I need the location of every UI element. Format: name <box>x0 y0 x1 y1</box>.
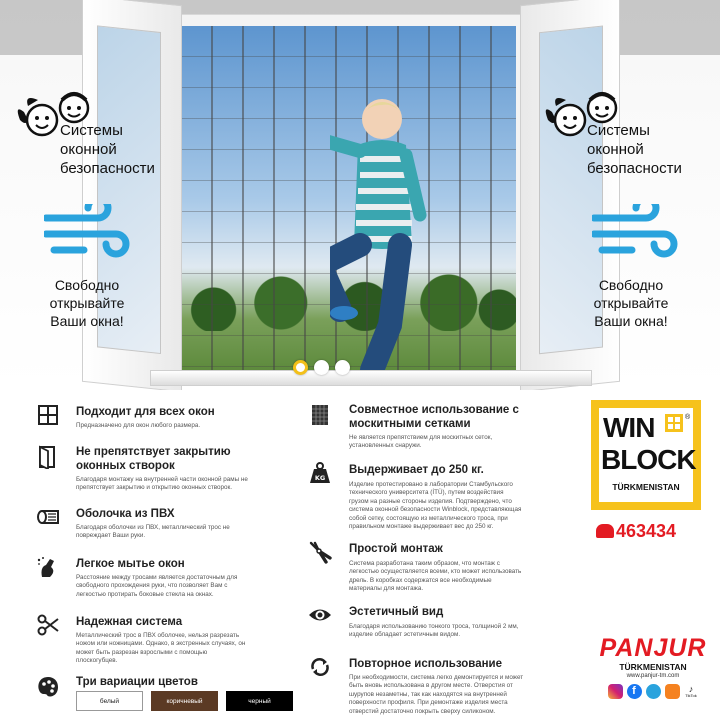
door-icon <box>36 445 60 469</box>
feature-title: Оболочка из ПВХ <box>76 508 175 520</box>
telegram-icon[interactable] <box>646 684 661 699</box>
feature-text: Благодаря оболочки из ПВХ, металлический трос не повреждает Ваши руки. <box>76 524 230 540</box>
color-swatch-brown[interactable]: коричневый <box>151 691 218 711</box>
feature-text: Предназначено для окон любого размера. <box>76 422 201 429</box>
window-icon <box>36 403 60 427</box>
feature-title: Совместное использование с москитными сетками <box>349 404 519 430</box>
carousel-dot-1[interactable] <box>293 360 308 375</box>
feature-text: При необходимости, система легко демонтируется и может быть вновь использована в другом месте. Отверстия от шурупов незаметны, так как находятся на внутренней поверхности профиля. При демонтаже изделия места отверстий достаточно покрыть сверху силиконом. <box>349 674 524 715</box>
wind-icon <box>44 204 132 260</box>
feature-title: Повторное использование <box>349 658 503 670</box>
pliers-icon <box>308 540 332 564</box>
winblock-logo <box>591 400 701 510</box>
weight-badge: KG <box>314 474 326 482</box>
feature-title: Надежная система <box>76 616 183 628</box>
color-swatch-black[interactable]: черный <box>226 691 293 711</box>
eye-icon <box>308 603 332 627</box>
left-safety-title: Системы оконной безопасности <box>60 122 155 177</box>
cable-icon <box>36 505 60 529</box>
mesh-icon <box>308 403 332 427</box>
social-icons <box>596 684 710 699</box>
feature-text: Благодаря монтажу на внутренней части оконной рамы не препятствует закрытию и открытию оконных створок. <box>76 476 248 492</box>
color-swatch-white[interactable]: белый <box>76 691 143 711</box>
phone-icon <box>596 524 614 538</box>
right-window-sash <box>520 0 620 390</box>
child-figure <box>330 95 440 385</box>
tiktok-label: TikTok <box>685 693 697 698</box>
instagram-icon[interactable] <box>608 684 623 699</box>
feature-text: Расстояние между тросами является достаточным для свободного прохождения руки, что позволяет Вам с легкостью протирать боковые стекла на окнах. <box>76 574 238 598</box>
feature-title: Эстетичный вид <box>349 606 444 618</box>
carousel-dot-3[interactable] <box>335 360 350 375</box>
right-safety-title: Системы оконной безопасности <box>587 122 682 177</box>
tiktok-icon[interactable]: ♪ TikTok <box>685 684 697 698</box>
cleaning-icon <box>36 555 60 579</box>
recycle-icon <box>308 655 332 679</box>
feature-title: Не препятствует закрытию оконных створок <box>76 446 231 472</box>
color-swatches <box>76 691 293 711</box>
left-window-sash <box>82 0 182 390</box>
feature-title: Выдерживает до 250 кг. <box>349 464 484 476</box>
feature-title: Подходит для всех окон <box>76 406 215 418</box>
feature-text: Не является препятствием для москитных сеток, установленных снаружи. <box>349 434 493 450</box>
phone-text: 463434 <box>616 521 677 541</box>
feature-title: Легкое мытье окон <box>76 558 185 570</box>
panjur-logo <box>596 634 710 699</box>
logo-line-2: BLOCK <box>601 444 696 475</box>
registered-mark: ® <box>685 414 691 421</box>
wind-icon <box>592 204 680 260</box>
panjur-name: PANJUR <box>599 634 707 662</box>
window-sill <box>150 370 592 386</box>
feature-text: Система разработана таким образом, что монтаж с легкостью осуществляется всеми, кто может использовать дрель. В коробках содержатся все необходимые материалы для монтажа. <box>349 560 522 593</box>
feature-text: Изделие протестировано в лаборатории Стамбульского технического университета (İTÜ), путем воздействия грузом на разные стороны изделия. Подтверждено, что система оконной безопасности Winblock, представляющая собой сетку, состоящую из металлического троса, при правильном монтаже выдерживает вес до 250 кг. <box>349 481 522 531</box>
right-tagline: Свободно открывайте Ваши окна! <box>593 277 669 329</box>
logo-square-icon <box>665 414 683 432</box>
facebook-icon[interactable]: f <box>627 684 642 699</box>
odnoklassniki-icon[interactable] <box>665 684 680 699</box>
logo-country: TÜRKMENISTAN <box>612 482 680 492</box>
phone-number[interactable] <box>596 521 676 542</box>
panjur-url[interactable]: www.panjur-tm.com <box>626 673 680 679</box>
left-tagline: Свободно открывайте Ваши окна! <box>49 277 125 329</box>
feature-title: Простой монтаж <box>349 543 443 555</box>
feature-title: Три вариации цветов <box>76 676 198 688</box>
scissors-icon <box>36 613 60 637</box>
carousel-dots <box>293 360 350 375</box>
feature-text: Металлический трос в ПВХ оболочке, нельзя разрезать ножом или ножницами. Однако, в экстренных случаях, он может быть разрезан взрослыми с помощью плоскогубцев. <box>76 632 246 665</box>
panjur-country: TÜRKMENISTAN <box>619 662 687 672</box>
logo-line-1: WIN <box>603 412 655 443</box>
feature-text: Благодаря использованию тонкого троса, толщиной 2 мм, изделие обладает эстетичным видом. <box>349 623 519 639</box>
palette-icon <box>36 675 60 699</box>
weight-icon <box>308 461 332 485</box>
carousel-dot-2[interactable] <box>314 360 329 375</box>
